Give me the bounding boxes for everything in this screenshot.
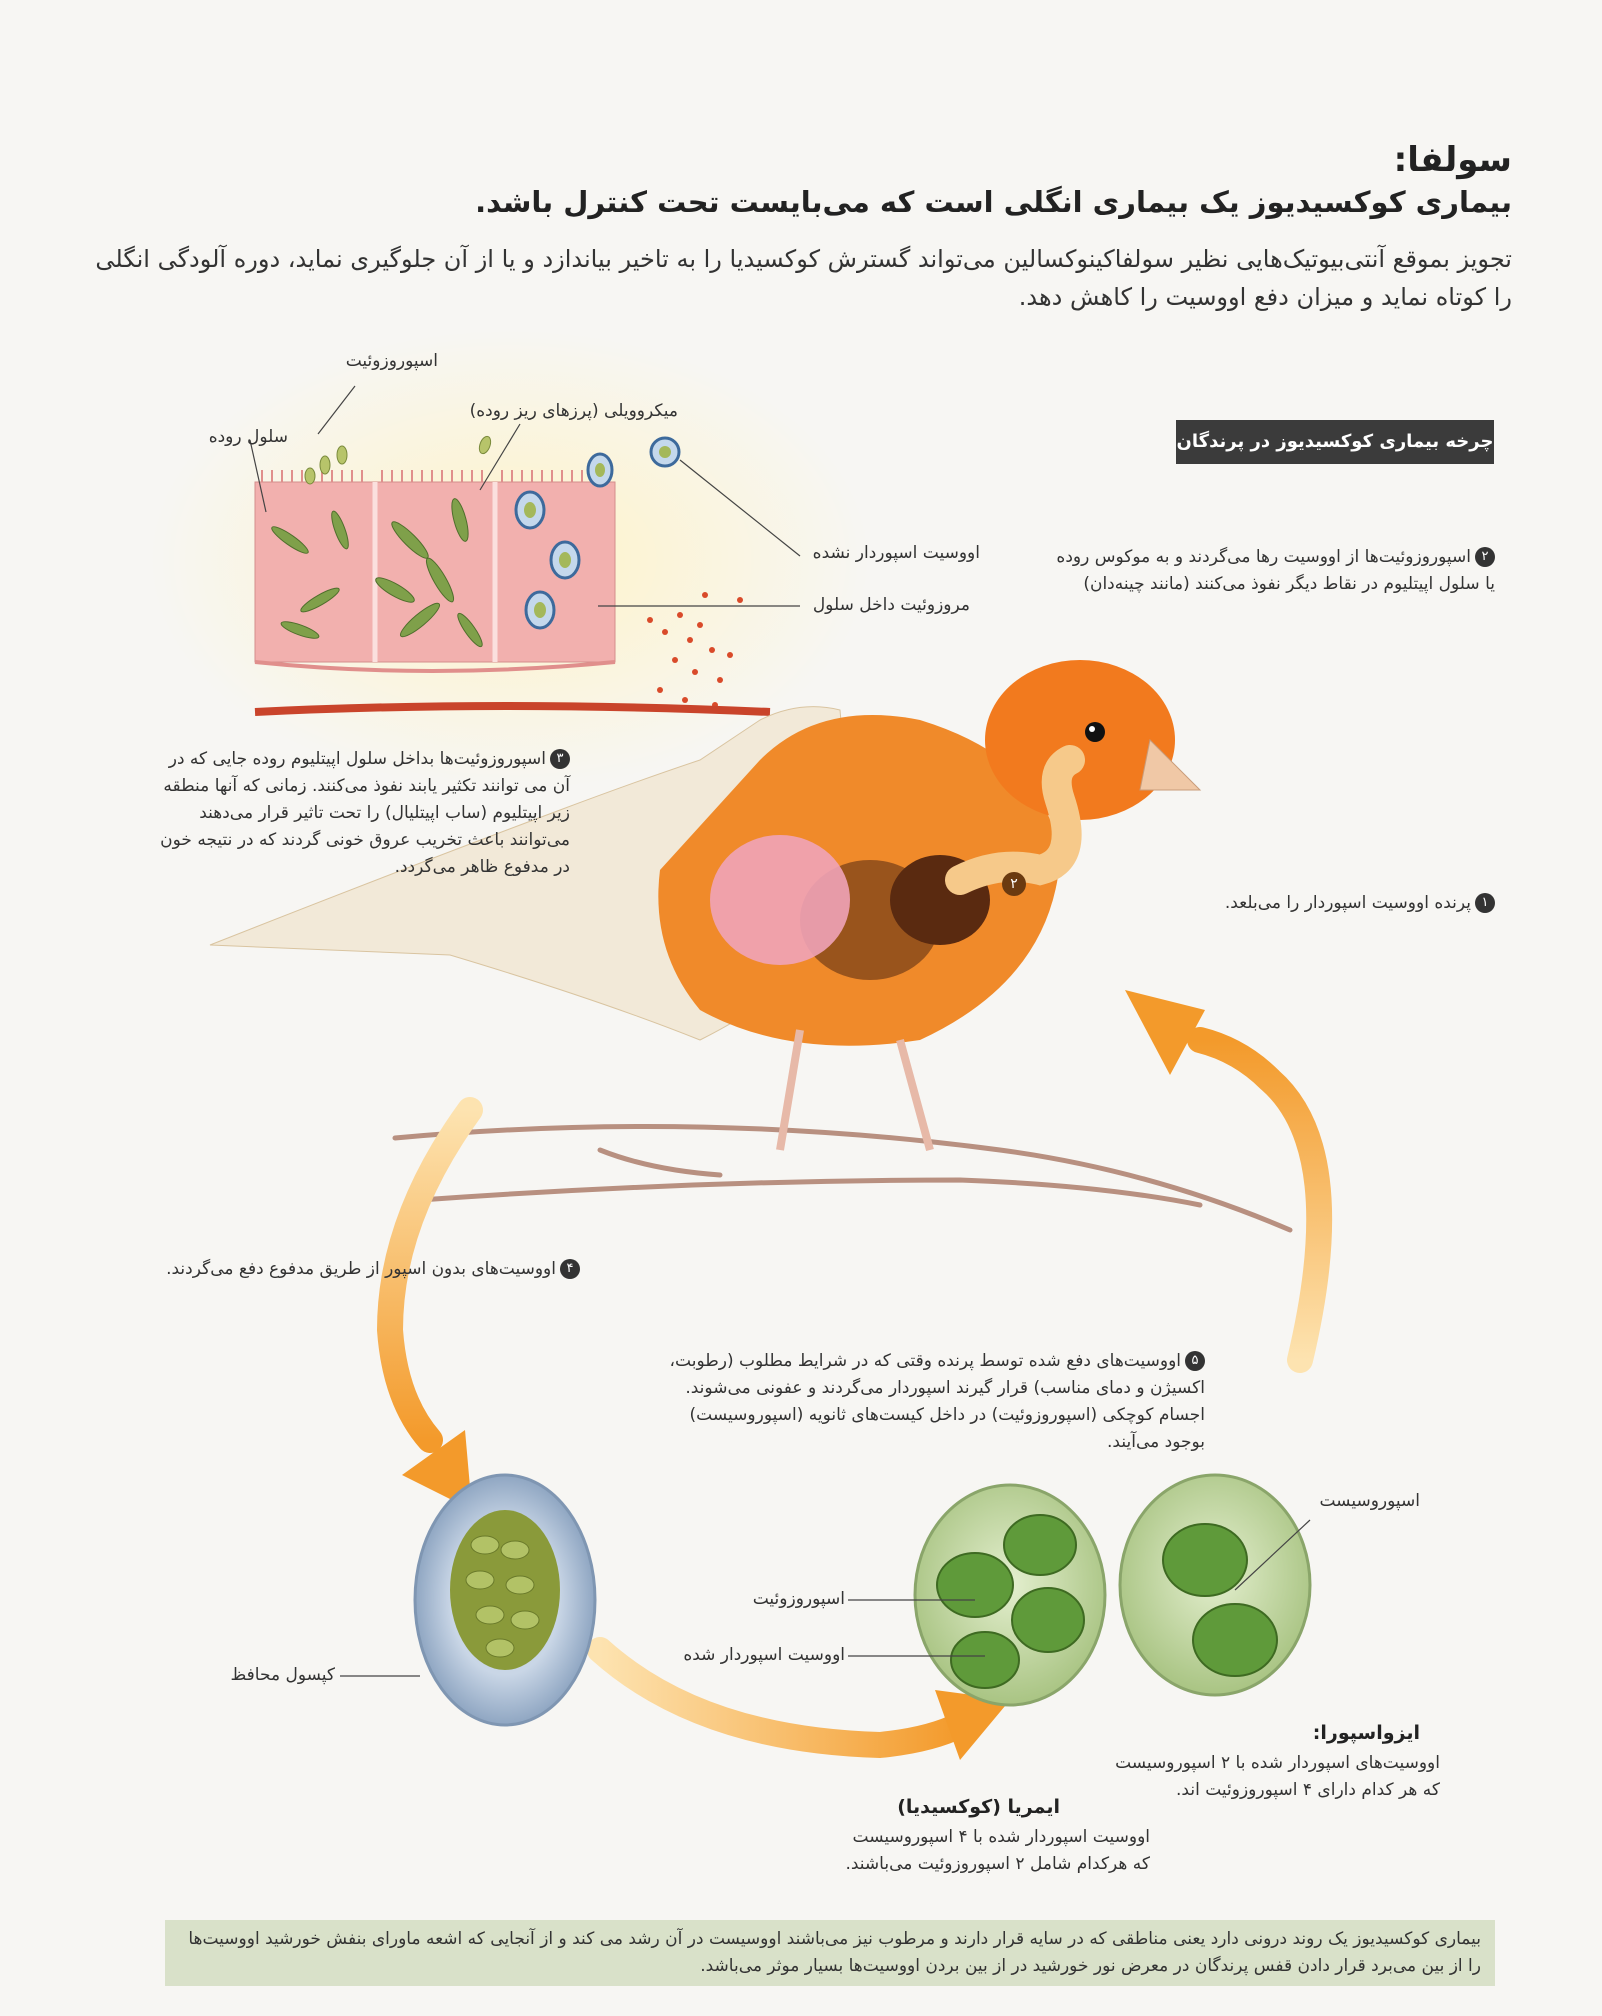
step-4-body: اووسیت‌های بدون اسپور از طریق مدفوع دفع می‌گردند. — [166, 1259, 556, 1279]
step-1-body: پرنده اووسیت اسپوردار را می‌بلعد. — [1224, 893, 1471, 913]
sporozoite-label: اسپوروزوئیت — [345, 351, 438, 371]
step-2-number: ۲ — [1475, 547, 1495, 567]
cycle-title-badge: چرخه بیماری کوکسیدیوز در پرندگان — [1176, 420, 1494, 464]
isospora-text: اووسیت‌های اسپوردار شده با ۲ اسپوروسیست که هر کدام دارای ۴ اسپوروزوئیت اند. — [1115, 1753, 1440, 1800]
page-title: سولفا: — [1393, 140, 1512, 180]
step-5-text — [650, 1348, 1205, 1456]
branch — [395, 1126, 1290, 1230]
step-5-number: ۵ — [1185, 1351, 1205, 1371]
step-3-number: ۳ — [550, 749, 570, 769]
eimeria-text: اووسیت اسپوردار شده با ۴ اسپوروسیست که هرکدام شامل ۲ اسپوروزوئیت می‌باشند. — [845, 1827, 1150, 1874]
intestine-cell-label: سلول روده — [208, 427, 288, 447]
step-3-text — [150, 746, 570, 881]
step-3-body: اسپوروزوئیت‌ها بداخل سلول اپیتلیوم روده جایی که در آن می توانند تکثیر یابند نفوذ می‌کنند. زمانی که آنها منطقه زیر اپیتلیوم (ساب اپیتلیال) را تحت تاثیر قرار می‌دهند می‌توانند باعث تخریب عروق خونی گردند که در نتیجه خون در مدفوع ظاهر می‌گردد. — [160, 749, 570, 877]
step-4-text — [150, 1256, 580, 1283]
eimeria-title: ایمریا (کوکسیدیا) — [897, 1796, 1060, 1818]
merozoite-label: مروزوئیت داخل سلول — [812, 595, 970, 615]
sporocyst-label: اسپوروسیست — [1319, 1491, 1420, 1511]
step-2-body: اسپوروزوئیت‌ها از اووسیت رها می‌گردند و به موکوس روده یا سلول اپیتلیوم در نقاط دیگر نفوذ می‌کنند (مانند چینه‌دان) — [1056, 547, 1495, 594]
isospora-title: ایزواسپورا: — [1312, 1722, 1420, 1744]
footer-note: بیماری کوکسیدیوز یک روند درونی دارد یعنی مناطقی که در سایه قرار دارند و مرطوب نیز می‌باشند اووسیست در آن رشد می کند و از آنجایی که اشعه ماورای بنفش خورشید اووسیت‌ها را از بین می‌برد قرار دادن قفس پرندگان در معرض نور خورشید در از بین بردن اووسیت‌ها بسیار موثر می‌باشد. — [165, 1920, 1495, 1986]
microvilli-label: میکروویلی (پرزهای ریز روده) — [469, 401, 678, 421]
step-1-number: ۱ — [1475, 893, 1495, 913]
bird-step-marker: ۲ — [1002, 872, 1026, 896]
protective-capsule-label: کپسول محافظ — [230, 1665, 335, 1685]
unsporulated-oocyst-label: اووسیت اسپوردار نشده — [812, 543, 980, 563]
sporulated-oocyst-label: اووسیت اسپوردار شده — [683, 1645, 845, 1665]
isospora-oocyst — [1120, 1475, 1310, 1695]
eimeria-oocyst — [915, 1485, 1105, 1705]
unsporulated-oocyst — [415, 1475, 595, 1725]
page-subtitle: بیماری کوکسیدیوز یک بیماری انگلی است که می‌بایست تحت کنترل باشد. — [475, 185, 1512, 219]
step-5-body: اووسیت‌های دفع شده توسط پرنده وقتی که در شرایط مطلوب (رطوبت، اکسیژن و دمای مناسب) قرار گیرند اسپوردار می‌گردند و عفونی می‌شوند. اجسام کوچکی (اسپوروزوئیت) در داخل کیست‌های ثانویه (اسپوروسیست) بوجود می‌آیند. — [669, 1351, 1205, 1452]
step-4-number: ۴ — [560, 1259, 580, 1279]
step-1-text — [1220, 890, 1495, 917]
sporozoite-oocyst-label: اسپوروزوئیت — [752, 1589, 845, 1609]
step-2-text — [1050, 544, 1495, 598]
intro-paragraph: تجویز بموقع آنتی‌بیوتیک‌هایی نظیر سولفاکینوکسالین می‌تواند گسترش کوکسیدیا را به تاخیر بیاندازد و یا از آن جلوگیری نماید، دوره آلودگی انگلی را کوتاه نماید و میزان دفع اووسیت را کاهش دهد. — [95, 245, 1512, 311]
